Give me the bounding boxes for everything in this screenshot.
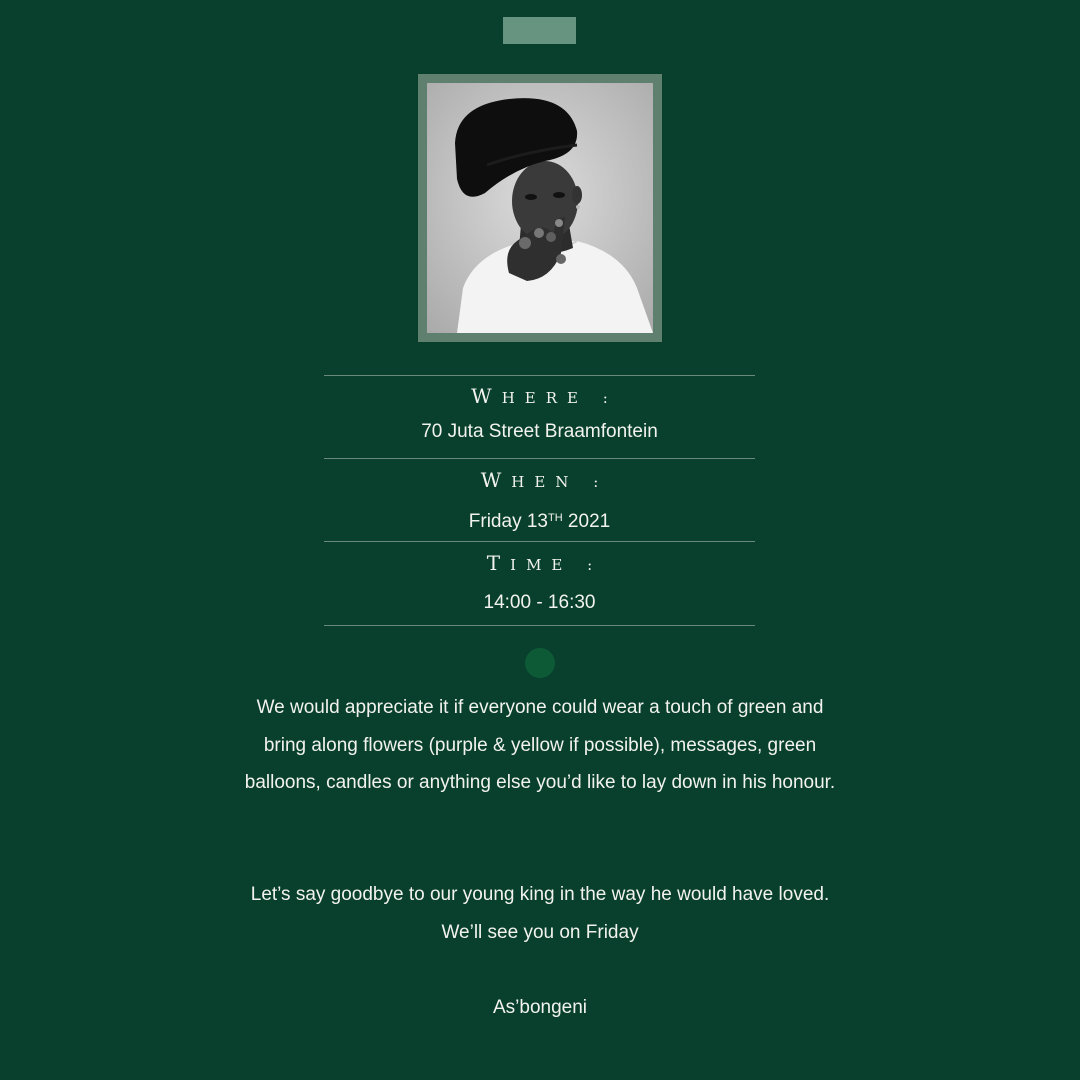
divider-when-time xyxy=(324,541,755,542)
where-heading: WHERE : xyxy=(471,384,618,408)
where-value: 70 Juta Street Braamfontein xyxy=(421,421,658,442)
divider-top xyxy=(324,375,755,376)
message-paragraph-2: Let’s say goodbye to our young king in the way he would have loved. We’ll see you on Friday xyxy=(250,884,830,943)
green-dot-decoration xyxy=(525,648,555,678)
when-value: Friday 13TH 2021 xyxy=(468,511,611,532)
portrait-frame xyxy=(418,74,662,342)
message-paragraph-1: We would appreciate it if everyone could wear a touch of green and bring along flowers (purple & yellow if possible), messages, green balloons, candles or anything else you’d like to lay down in his honour. xyxy=(244,697,836,793)
divider-where-when xyxy=(324,458,755,459)
top-tab-decoration xyxy=(503,17,576,44)
signoff: As’bongeni xyxy=(492,997,588,1018)
when-heading: WHEN : xyxy=(480,468,609,492)
time-value: 14:00 - 16:30 xyxy=(483,592,596,613)
divider-bottom xyxy=(324,625,755,626)
portrait-photo xyxy=(427,83,653,333)
time-heading: TIME : xyxy=(486,551,603,575)
